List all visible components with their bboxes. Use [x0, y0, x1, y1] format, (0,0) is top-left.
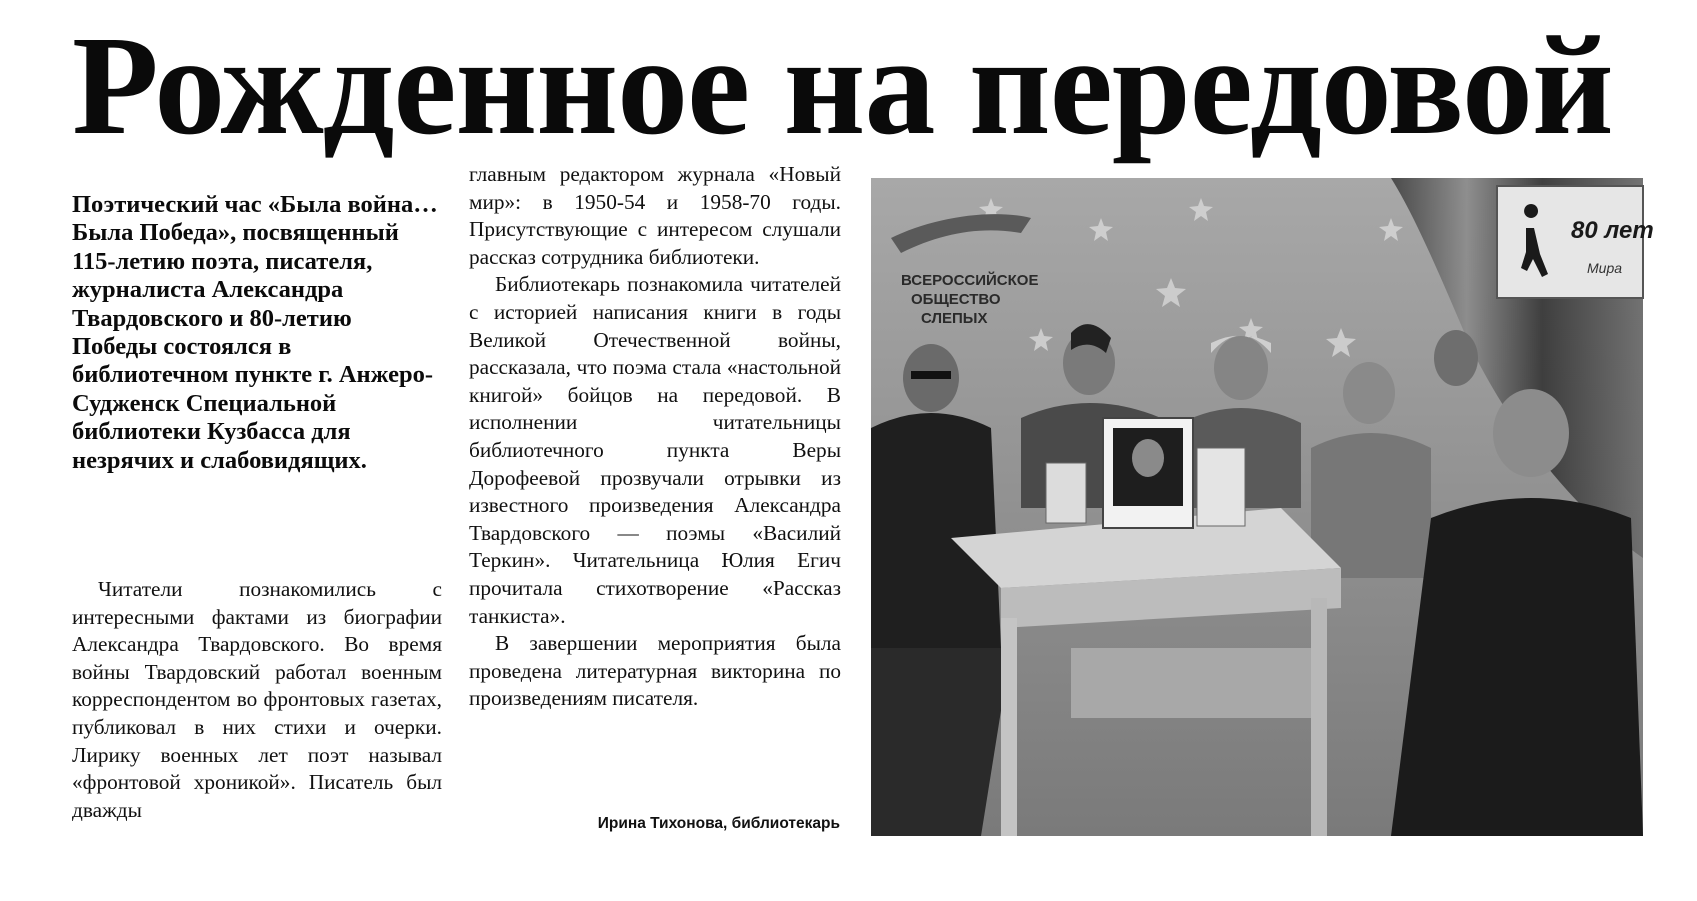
- article-photo: [871, 178, 1654, 836]
- article-paragraph: Библиотекарь познакомила читателей с историей написания книги в годы Великой Отечественной войны, рассказала, что поэма стала «настольной книгой» бойцов на передовой. В исполнении читательницы библиотечного пункта Веры Дорофеевой прозвучали отрывки из известного произведения Александра Твардовского — поэмы «Василий Теркин». Читательница Юлия Егич прочитала стихотворение «Рассказ танкиста».: [469, 272, 841, 628]
- article-paragraph: Читатели познакомились с интересными фактами из биографии Александра Твардовского. Во время войны Твардовский работал военным корреспондентом во фронтовых газетах, публиковал в них стихи и очерки. Лирику военных лет поэт называл «фронтовой хроникой». Писатель был дважды: [72, 577, 442, 822]
- poster-title: 80 лет: [1571, 217, 1654, 244]
- banner-line-2: ОБЩЕСТВО: [911, 291, 1001, 308]
- poster-subtitle: Мира: [1587, 260, 1623, 276]
- article-byline: Ирина Тихонова, библиотекарь: [597, 815, 840, 832]
- banner-line-3: СЛЕПЫХ: [921, 310, 988, 327]
- article-column-left: [72, 576, 442, 824]
- article-column-middle: [469, 161, 841, 713]
- article-lead: Поэтический час «Была война…Была Победа», посвященный 115-летию поэта, писателя, журналиста Александра Твардовского и 80-летию Победы состоялся в библиотечном пункте г. Анжеро-Судженск Специальной библиотеки Кузбасса для незрячих и слабовидящих.: [72, 191, 438, 474]
- article-paragraph: В завершении мероприятия была проведена литературная викторина по произведениям писателя.: [469, 631, 841, 711]
- banner-line-1: ВСЕРОССИЙСКОЕ: [901, 272, 1039, 289]
- article-paragraph: главным редактором журнала «Новый мир»: в 1950-54 и 1958-70 годы. Присутствующие с интересом слушали рассказ сотрудника библиотеки.: [469, 162, 841, 269]
- article-title: Рожденное на передовой: [72, 6, 1613, 164]
